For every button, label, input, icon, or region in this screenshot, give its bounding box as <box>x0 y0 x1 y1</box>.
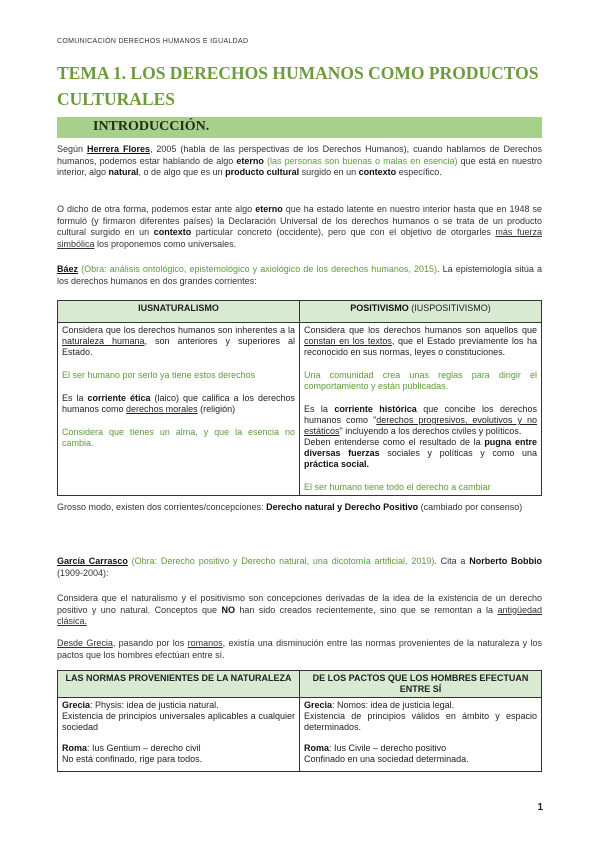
author-garcia-carrasco: García Carrasco <box>57 556 128 566</box>
table-cell-pactos: Grecia: Nomos: idea de justicia legal. Existencia de principios válidos en ámbito y espacio determinados. Roma: Ius Civile – derecho positivo Confinado en una sociedad determinada. <box>300 698 542 772</box>
norms-table <box>57 670 542 772</box>
paragraph-naturalismo: Considera que el naturalismo y el positivismo son concepciones derivadas de la idea de la existencia de un derecho positivo y uno natural. Conceptos que NO han sido creados recientemente, sino que se remontan a la antigüedad clásica. <box>57 593 542 626</box>
currents-table <box>57 300 542 496</box>
author-baez: Báez <box>57 264 79 274</box>
table-header-pactos: DE LOS PACTOS QUE LOS HOMBRES EFECTUAN ENTRE SÍ <box>300 671 542 698</box>
page-number: 1 <box>537 802 543 813</box>
paragraph-garcia-carrasco: García Carrasco (Obra: Derecho positivo y Derecho natural, una dicotomía artificial, 2019). Cita a Norberto Bobbio (1909-2004): <box>57 556 542 578</box>
page-title: TEMA 1. LOS DERECHOS HUMANOS COMO PRODUCTOS CULTURALES <box>57 63 539 109</box>
table-cell-iusnaturalismo: Considera que los derechos humanos son inherentes a la naturaleza humana, son anteriores y superiores al Estado. El ser humano por serlo ya tiene estos derechos Es la corriente ética (laico) que califica a los derechos humanos como derechos morales (religión) Considera que tienes un alma, y que la esencia no cambia. <box>58 323 300 496</box>
section-heading-bar <box>57 117 542 138</box>
paragraph-grosso-modo: Grosso modo, existen dos corrientes/concepciones: Derecho natural y Derecho Positivo (cambiado por consenso) <box>57 502 523 512</box>
table-cell-naturaleza: Grecia: Physis: idea de justicia natural. Existencia de principios universales aplicables a cualquier sociedad Roma: Ius Gentium – derecho civil No está confinado, rige para todos. <box>58 698 300 772</box>
paragraph-herrera: Según Herrera Flores, 2005 (habla de las perspectivas de los Derechos Humanos), cuando hablamos de Derechos humanos, podemos estar hablando de algo eterno (las personas son buenas o malas en esencia) que está en nuestro interior, algo natural, o de algo que es un producto cultural surgido en un contexto específico. <box>57 144 543 177</box>
paragraph-baez: Báez (Obra: análisis ontológico, epistemológico y axiológico de los derechos humanos, 2015). La epistemología sitúa a los derechos humanos en dos grandes corrientes: <box>57 264 542 286</box>
author-herrera: Herrera Flores <box>86 144 150 154</box>
table-header-naturaleza: LAS NORMAS PROVENIENTES DE LA NATURALEZA <box>58 671 300 698</box>
table-header-iusnaturalismo: IUSNATURALISMO <box>58 301 300 323</box>
running-header: COMUNICACIÓN DERECHOS HUMANOS E IGUALDAD <box>57 38 249 45</box>
paragraph-grecia: Desde Grecia, pasando por los romanos, existía una disminución entre las normas provenientes de la naturaleza y los pactos que los hombres efectúan entre sí. <box>57 638 542 660</box>
table-cell-positivismo: Considera que los derechos humanos son aquellos que constan en los textos, que el Estado previamente los ha reconocido en sus normas, leyes o constituciones. Una comunidad crea unas reglas para dirigir el comportamiento y están publicadas. Es la corriente histórica que concibe los derechos humanos como "derechos progresivos, evolutivos y no estáticos" incluyendo a los derechos civiles y políticos. Deben entenderse como el resultado de la pugna entre diversas fuerzas sociales y políticas y como una práctica social. El ser humano tiene todo el derecho a cambiar <box>300 323 542 496</box>
section-heading: INTRODUCCIÓN. <box>93 119 210 134</box>
table-header-positivismo: POSITIVISMO (IUSPOSITIVISMO) <box>300 301 542 323</box>
paragraph-eterno: O dicho de otra forma, podemos estar ante algo eterno que ha estado latente en nuestro interior hasta que en 1948 se formuló (y firmaron diferentes países) la Declaración Universal de los derechos humanos o se trata de un producto cultural surgido en un contexto particular concreto (occidente), pero que con el objetivo de otorgarles más fuerza simbólica los proponemos como universales. <box>57 204 542 249</box>
